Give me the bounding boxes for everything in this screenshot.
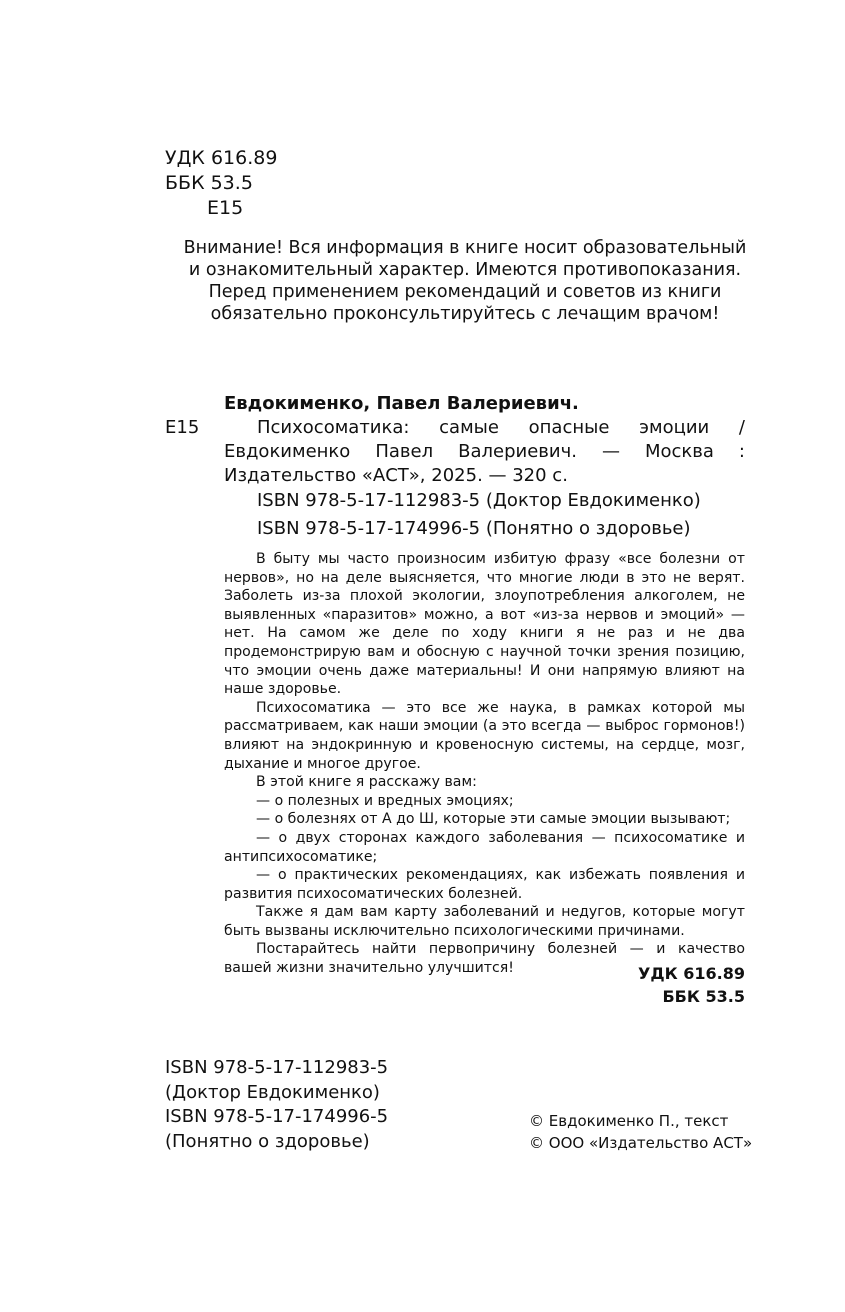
udk-code: УДК 616.89 [165, 147, 278, 169]
bbk-code-bold: ББК 53.5 [662, 987, 745, 1006]
bbk-code: ББК 53.5 [165, 172, 253, 194]
medical-warning [160, 237, 770, 325]
author-sign: Е15 [207, 197, 244, 219]
annotation-paragraph: Также я дам вам карту заболеваний и недугов, которые могут быть вызваны исключительно психологическими причинами. [224, 904, 745, 939]
annotation [224, 550, 745, 978]
classification-codes-right [638, 962, 745, 1008]
copyright-block [529, 1110, 752, 1154]
annotation-paragraph: В этой книге я расскажу вам: [256, 774, 477, 791]
author-heading: Евдокименко, Павел Валериевич. [224, 393, 579, 414]
biblio-author-sign: Е15 [165, 417, 200, 438]
annotation-paragraph: Постарайтесь найти первопричину болезней — и качество вашей жизни значительно улучшится! [224, 941, 745, 977]
udk-code-bold: УДК 616.89 [638, 964, 745, 983]
description-text: Психосоматика: самые опасные эмоции / Евдокименко Павел Валериевич. — Москва : Издательство «АСТ», 2025. — 320 с. [224, 417, 745, 486]
copyright-author: © Евдокименко П., текст [529, 1112, 729, 1130]
classification-block [165, 146, 277, 221]
annotation-list-item: — о болезнях от А до Ш, которые эти самые эмоции вызывают; [256, 811, 731, 828]
isbn-line: ISBN 978-5-17-174996-5 (Понятно о здоровье) [257, 518, 691, 539]
warning-line: обязательно проконсультируйтесь с лечащим врачом! [210, 304, 720, 324]
annotation-paragraph: В быту мы часто произносим избитую фразу «все болезни от нервов», но на деле выясняется, что многие люди в это не верят. Заболеть из-за плохой экологии, злоупотребления алкоголем, не выявленных «паразитов» можно, а вот «из-за нервов и эмоций» — нет. На самом же деле по ходу книги я не раз и не два продемонстрирую вам и обосную с научной точки зрения позицию, что эмоции очень даже материальны! И они напрямую влияют на наше здоровье. [224, 551, 745, 698]
annotation-list-item: — о полезных и вредных эмоциях; [256, 792, 514, 809]
annotation-paragraph: Психосоматика — это все же наука, в рамках которой мы рассматриваем, как наши эмоции (а это всегда — выброс гормонов!) влияют на эндокринную и кровеносную системы, на сердце, мозг, дыхание и многое другое. [224, 699, 745, 772]
warning-line: Внимание! Вся информация в книге носит образовательный [183, 238, 747, 258]
series-name: (Понятно о здоровье) [165, 1130, 370, 1152]
isbn-number: ISBN 978-5-17-112983-5 [165, 1057, 389, 1078]
copyright-publisher: © ООО «Издательство АСТ» [529, 1134, 753, 1152]
isbn-records [257, 487, 701, 543]
isbn-block [165, 1056, 388, 1154]
isbn-line: ISBN 978-5-17-112983-5 (Доктор Евдокименко) [257, 490, 701, 511]
isbn-number: ISBN 978-5-17-174996-5 [165, 1106, 389, 1127]
annotation-list-item: — о двух сторонах каждого заболевания — психосоматике и антипсихосоматике; [224, 829, 745, 865]
series-name: (Доктор Евдокименко) [165, 1081, 380, 1103]
bibliographic-description [224, 416, 745, 488]
warning-line: и ознакомительный характер. Имеются противопоказания. [188, 260, 742, 280]
warning-line: Перед применением рекомендаций и советов из книги [208, 282, 722, 302]
annotation-list-item: — о практических рекомендациях, как избежать появления и развития психосоматических болезней. [224, 867, 745, 902]
